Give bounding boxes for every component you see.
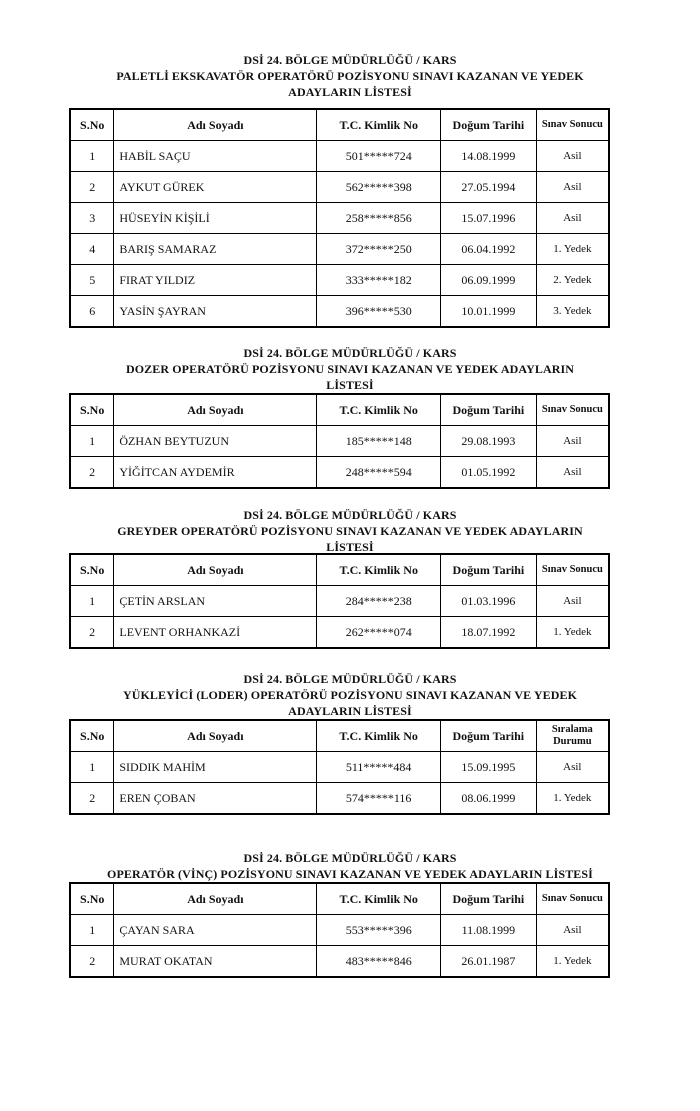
cell-birthdate: 06.04.1992 [441,234,537,265]
cell-birthdate: 18.07.1992 [441,617,537,649]
cell-result: 3. Yedek [536,296,609,328]
header-result: Sınav Sonucu [536,109,609,141]
table-row [70,457,609,489]
header-name: Adı Soyadı [114,883,317,915]
cell-birthdate: 01.05.1992 [441,457,537,489]
cell-birthdate: 11.08.1999 [441,915,537,946]
cell-result: Asil [536,172,609,203]
cell-name: HABİL SAÇU [114,141,317,172]
cell-name: YİĞİTCAN AYDEMİR [114,457,317,489]
cell-result: Asil [536,203,609,234]
table-header-row [70,109,609,141]
cell-tc: 483*****846 [317,946,441,978]
header-birthdate: Doğum Tarihi [441,394,537,426]
title-line: PALETLİ EKSKAVATÖR OPERATÖRÜ POZİSYONU SINAVI KAZANAN VE YEDEK [116,69,584,83]
cell-name: BARIŞ SAMARAZ [114,234,317,265]
cell-name: LEVENT ORHANKAZİ [114,617,317,649]
title-line: ADAYLARIN LİSTESİ [288,704,412,718]
table-row [70,586,609,617]
title-line: YÜKLEYİCİ (LODER) OPERATÖRÜ POZİSYONU SINAVI KAZANAN VE YEDEK [122,688,578,702]
cell-tc: 553*****396 [317,915,441,946]
cell-name: SIDDIK MAHİM [114,752,317,783]
cell-result: 1. Yedek [536,234,609,265]
cell-birthdate: 15.09.1995 [440,752,536,783]
candidate-table [69,553,610,649]
header-sno: S.No [70,883,114,915]
cell-tc: 284*****238 [317,586,441,617]
cell-name: AYKUT GÜREK [114,172,317,203]
header-name: Adı Soyadı [114,554,317,586]
title-line: DSİ 24. BÖLGE MÜDÜRLÜĞÜ / KARS [243,851,457,865]
header-name: Adı Soyadı [114,394,317,426]
cell-sno: 6 [70,296,114,328]
title-line: OPERATÖR (VİNÇ) POZİSYONU SINAVI KAZANAN VE YEDEK ADAYLARIN LİSTESİ [107,867,593,881]
table-row [70,141,609,172]
cell-name: ÇETİN ARSLAN [114,586,317,617]
cell-sno: 1 [70,141,114,172]
cell-tc: 372*****250 [317,234,441,265]
table-row [70,946,609,978]
cell-sno: 1 [70,586,114,617]
header-sno: S.No [70,554,114,586]
section-title [0,345,700,393]
header-tc: T.C. Kimlik No [317,554,441,586]
cell-sno: 4 [70,234,114,265]
cell-sno: 2 [70,172,114,203]
table-header-row [70,883,609,915]
header-birthdate: Doğum Tarihi [441,109,537,141]
cell-tc: 574*****116 [317,783,441,815]
cell-sno: 1 [70,752,114,783]
cell-name: HÜSEYİN KİŞİLİ [114,203,317,234]
cell-result: Asil [536,426,609,457]
cell-sno: 3 [70,203,114,234]
header-birthdate: Doğum Tarihi [440,720,536,752]
header-result: Sınav Sonucu [536,883,609,915]
header-tc: T.C. Kimlik No [317,720,441,752]
header-sno: S.No [70,109,114,141]
cell-result: 1. Yedek [536,783,609,815]
cell-name: ÖZHAN BEYTUZUN [114,426,317,457]
cell-sno: 2 [70,946,114,978]
table-row [70,783,609,815]
header-name: Adı Soyadı [114,720,317,752]
candidate-table [69,882,610,978]
table-row [70,617,609,649]
cell-sno: 2 [70,457,114,489]
header-result: Sınav Sonucu [536,554,609,586]
cell-name: ÇAYAN SARA [114,915,317,946]
header-birthdate: Doğum Tarihi [441,554,537,586]
cell-birthdate: 10.01.1999 [441,296,537,328]
cell-tc: 262*****074 [317,617,441,649]
cell-result: Asil [536,586,609,617]
cell-tc: 511*****484 [317,752,441,783]
cell-tc: 333*****182 [317,265,441,296]
section-title [0,850,700,882]
cell-sno: 1 [70,426,114,457]
header-sno: S.No [70,720,114,752]
cell-name: FIRAT YILDIZ [114,265,317,296]
table-row [70,265,609,296]
cell-result: Asil [536,457,609,489]
title-line: LİSTESİ [326,540,374,554]
table-row [70,426,609,457]
table-row [70,296,609,328]
table-row [70,172,609,203]
cell-sno: 2 [70,617,114,649]
header-tc: T.C. Kimlik No [317,109,441,141]
header-result: Sıralama Durumu [536,720,609,752]
cell-birthdate: 27.05.1994 [441,172,537,203]
cell-sno: 1 [70,915,114,946]
candidate-table [69,108,610,328]
candidate-table [69,719,610,815]
cell-result: Asil [536,752,609,783]
section-title [0,507,700,555]
title-line: LİSTESİ [326,378,374,392]
table-row [70,752,609,783]
header-sno: S.No [70,394,114,426]
table-header-row [70,554,609,586]
title-line: DSİ 24. BÖLGE MÜDÜRLÜĞÜ / KARS [243,672,457,686]
table-header-row [70,394,609,426]
title-line: DSİ 24. BÖLGE MÜDÜRLÜĞÜ / KARS [243,346,457,360]
header-birthdate: Doğum Tarihi [441,883,537,915]
title-line: DOZER OPERATÖRÜ POZİSYONU SINAVI KAZANAN VE YEDEK ADAYLARIN [125,362,575,376]
cell-birthdate: 14.08.1999 [441,141,537,172]
cell-birthdate: 26.01.1987 [441,946,537,978]
table-row [70,915,609,946]
cell-name: YASİN ŞAYRAN [114,296,317,328]
section-title [0,671,700,719]
cell-tc: 396*****530 [317,296,441,328]
cell-birthdate: 15.07.1996 [441,203,537,234]
cell-name: MURAT OKATAN [114,946,317,978]
title-line: DSİ 24. BÖLGE MÜDÜRLÜĞÜ / KARS [243,53,457,67]
cell-birthdate: 08.06.1999 [440,783,536,815]
cell-result: 2. Yedek [536,265,609,296]
cell-name: EREN ÇOBAN [114,783,317,815]
title-line: GREYDER OPERATÖRÜ POZİSYONU SINAVI KAZANAN VE YEDEK ADAYLARIN [117,524,583,538]
title-line: ADAYLARIN LİSTESİ [288,85,412,99]
table-row [70,203,609,234]
cell-tc: 258*****856 [317,203,441,234]
cell-tc: 185*****148 [317,426,441,457]
cell-birthdate: 06.09.1999 [441,265,537,296]
table-row [70,234,609,265]
cell-tc: 562*****398 [317,172,441,203]
table-header-row [70,720,609,752]
title-line: DSİ 24. BÖLGE MÜDÜRLÜĞÜ / KARS [243,508,457,522]
cell-result: Asil [536,915,609,946]
cell-result: Asil [536,141,609,172]
cell-sno: 2 [70,783,114,815]
cell-sno: 5 [70,265,114,296]
section-title [0,52,700,100]
cell-birthdate: 29.08.1993 [441,426,537,457]
cell-birthdate: 01.03.1996 [441,586,537,617]
candidate-table [69,393,610,489]
cell-tc: 248*****594 [317,457,441,489]
cell-result: 1. Yedek [536,617,609,649]
cell-result: 1. Yedek [536,946,609,978]
header-name: Adı Soyadı [114,109,317,141]
header-result: Sınav Sonucu [536,394,609,426]
header-tc: T.C. Kimlik No [317,394,441,426]
header-tc: T.C. Kimlik No [317,883,441,915]
cell-tc: 501*****724 [317,141,441,172]
